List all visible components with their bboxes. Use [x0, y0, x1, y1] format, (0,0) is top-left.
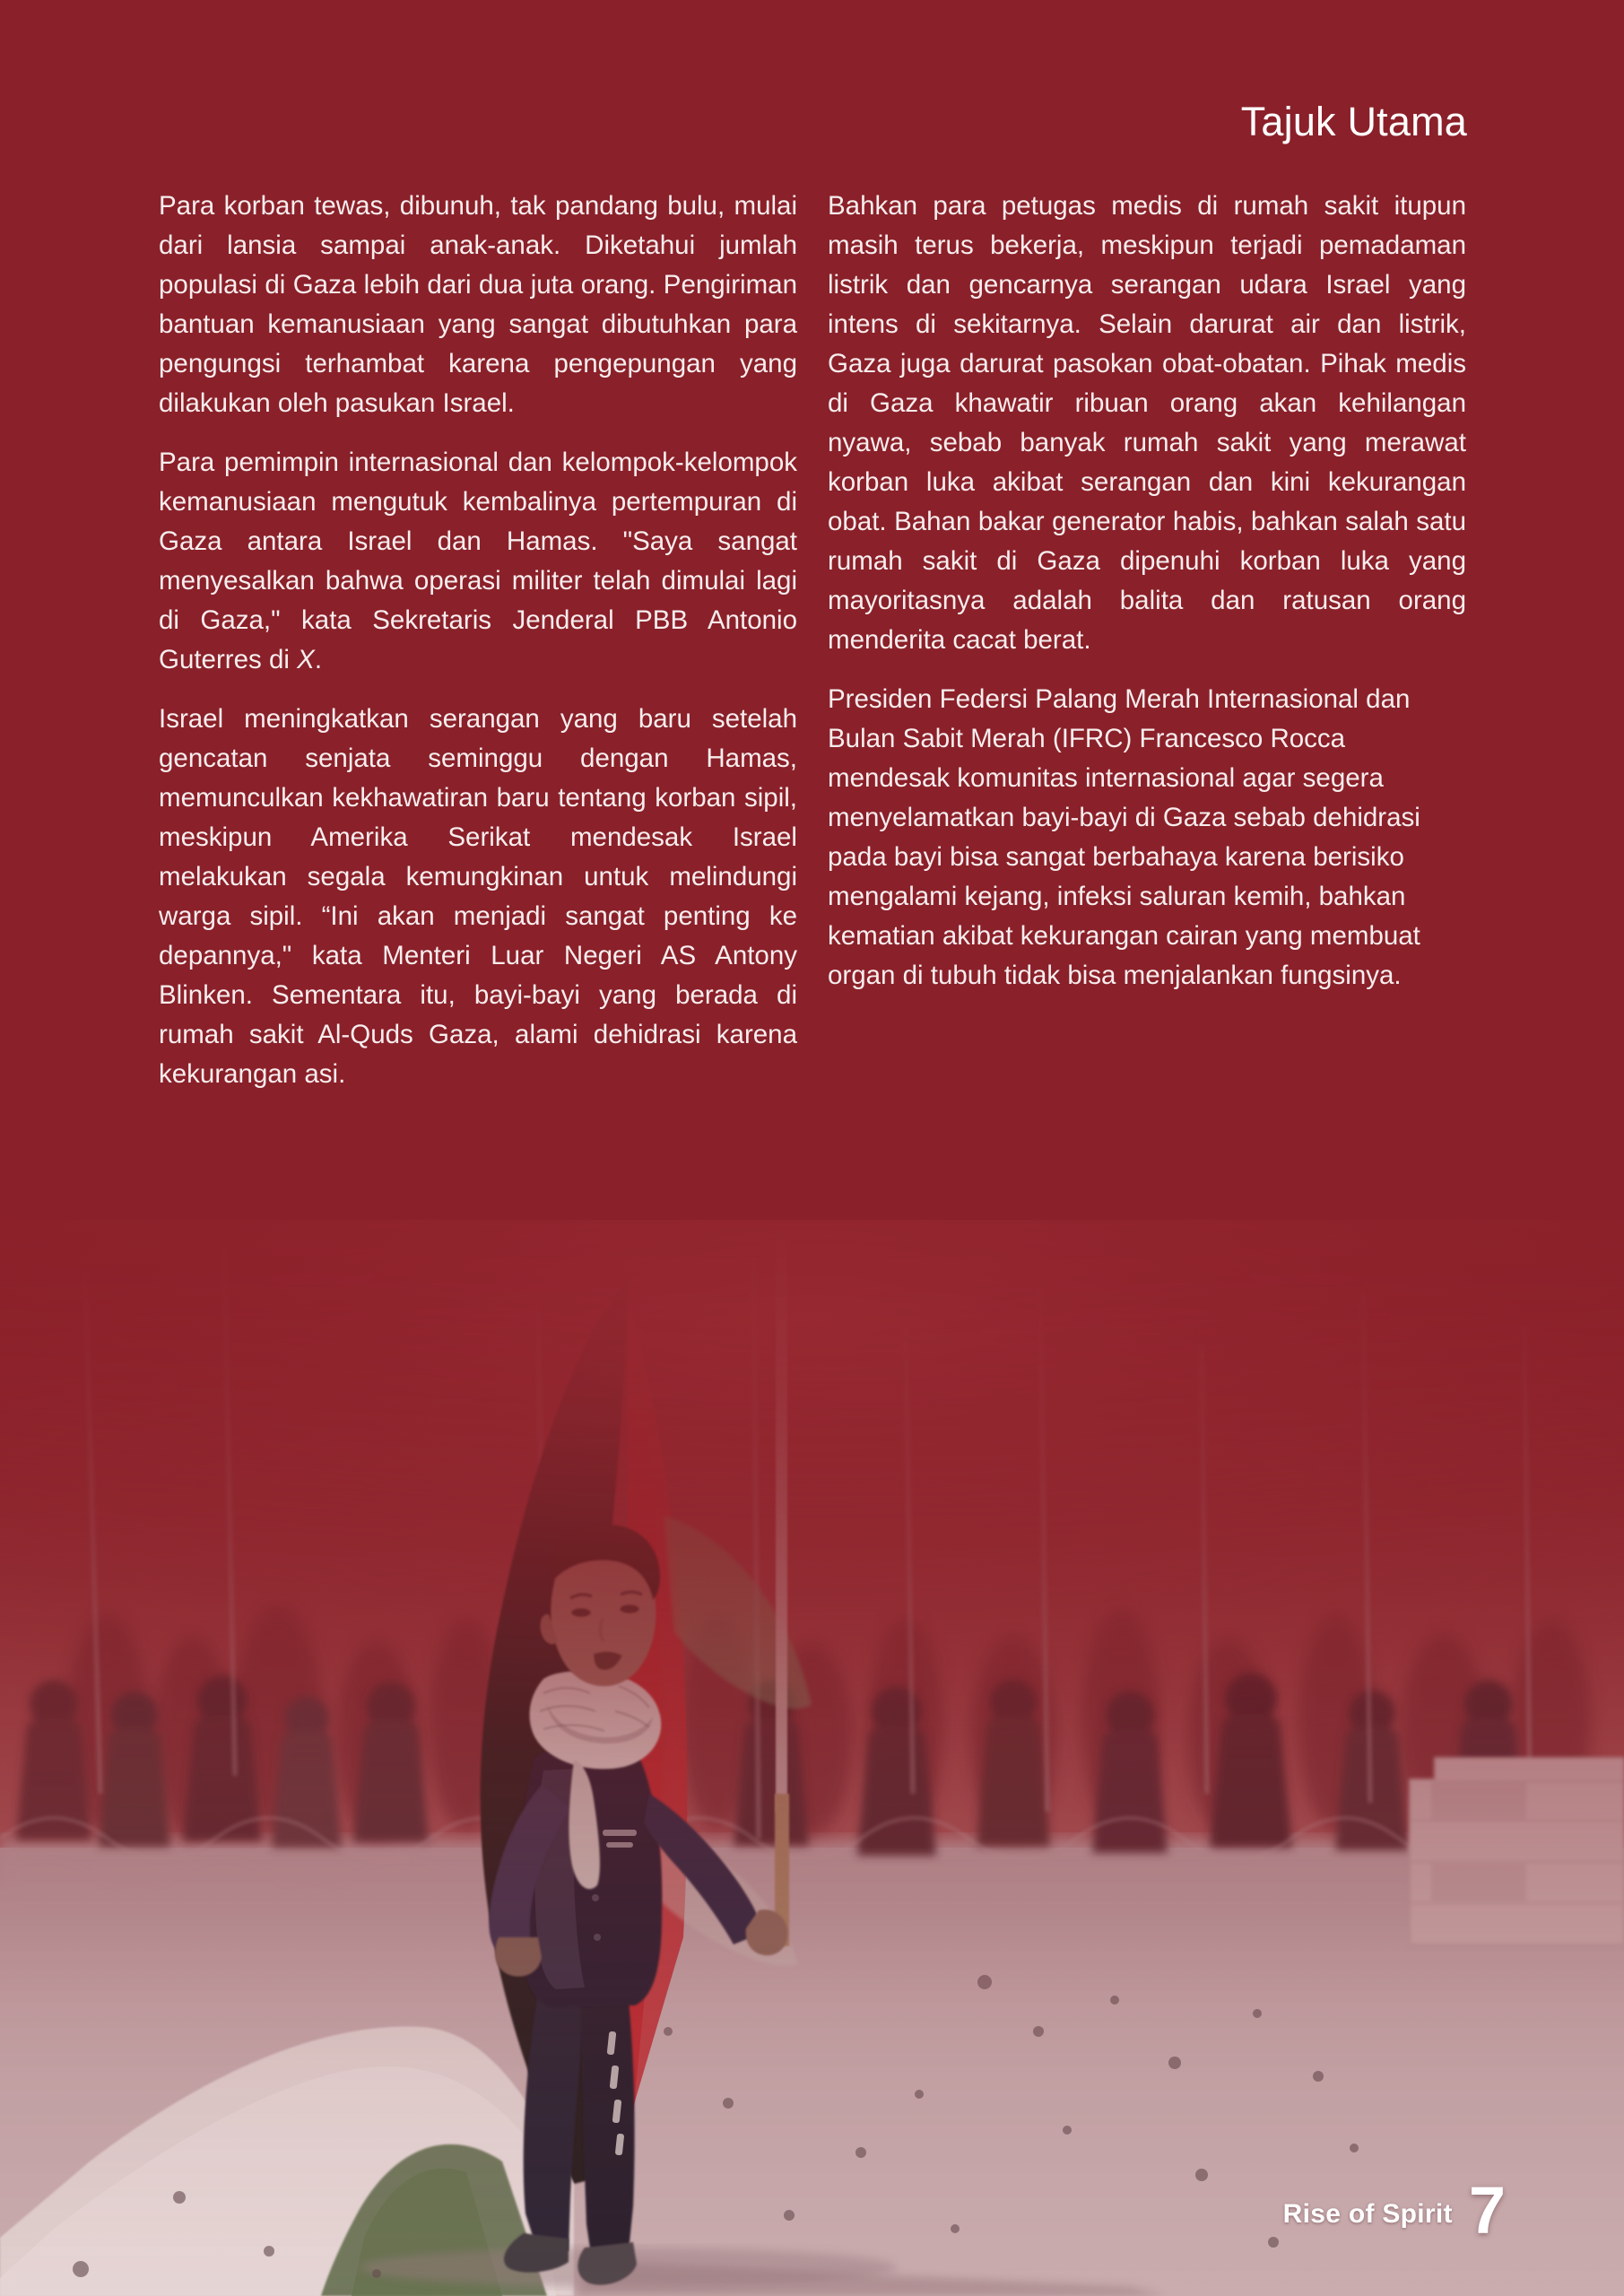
column-left — [159, 187, 797, 1094]
publication-brand: Rise of Spirit — [1282, 2199, 1453, 2229]
paragraph: Para korban tewas, dibunuh, tak pandang bulu, mulai dari lansia sampai anak-anak. Diketahui jumlah populasi di Gaza lebih dari dua juta orang. Pengiriman bantuan kemanusiaan yang sangat dibutuhkan para pengungsi terhambat karena pengepungan yang dilakukan oleh pasukan Israel. — [159, 191, 797, 418]
paragraph — [159, 443, 797, 680]
paragraph: Israel meningkatkan serangan yang baru setelah gencatan senjata seminggu dengan Hamas, memunculkan kekhawatiran baru tentang korban sipil, meskipun Amerika Serikat mendesak Israel melakukan segala kemungkinan untuk melindungi warga sipil. “Ini akan menjadi sangat penting ke depannya," kata Menteri Luar Negeri AS Antony Blinken. Sementara itu, bayi-bayi yang berada di rumah sakit Al-Quds Gaza, alami dehidrasi karena kekurangan asi. — [159, 704, 797, 1089]
paragraph: Bahkan para petugas medis di rumah sakit itupun masih terus bekerja, meskipun terjadi pemadaman listrik dan gencarnya serangan udara Israel yang intens di sekitarnya. Selain darurat air dan listrik, Gaza juga darurat pasokan obat-obatan. Pihak medis di Gaza khawatir ribuan orang akan kehilangan nyawa, sebab banyak rumah sakit yang merawat korban luka akibat serangan dan kini kekurangan obat. Bahan bakar generator habis, bahkan salah satu rumah sakit di Gaza dipenuhi korban luka yang mayoritasnya adalah balita dan ratusan orang menderita cacat berat. — [828, 191, 1466, 655]
column-right — [828, 187, 1466, 996]
italic-term: X — [297, 645, 315, 674]
paragraph-tail: . — [314, 645, 323, 674]
page-footer — [1282, 2173, 1505, 2248]
page-header — [0, 97, 1624, 160]
section-kicker: Tajuk Utama — [1240, 99, 1467, 144]
photo-top-glow — [0, 1220, 1624, 1776]
photo-svg — [0, 1220, 1624, 2296]
page-number: 7 — [1468, 2173, 1505, 2248]
feature-photograph — [0, 1220, 1624, 2296]
paragraph: Presiden Federsi Palang Merah Internasional dan Bulan Sabit Merah (IFRC) Francesco Rocca mendesak komunitas internasional agar segera menyelamatkan bayi-bayi di Gaza sebab dehidrasi pada bayi bisa sangat berbahaya karena berisiko mengalami kejang, infeksi saluran kemih, bahkan kematian akibat kekurangan cairan yang membuat organ di tubuh tidak bisa menjalankan fungsinya. — [828, 684, 1420, 990]
paragraph-text: Para pemimpin internasional dan kelompok-kelompok kemanusiaan mengutuk kembalinya pertempuran di Gaza antara Israel dan Hamas. "Saya sangat menyesalkan bahwa operasi militer telah dimulai lagi di Gaza," kata Sekretaris Jenderal PBB Antonio Guterres di — [159, 448, 797, 674]
